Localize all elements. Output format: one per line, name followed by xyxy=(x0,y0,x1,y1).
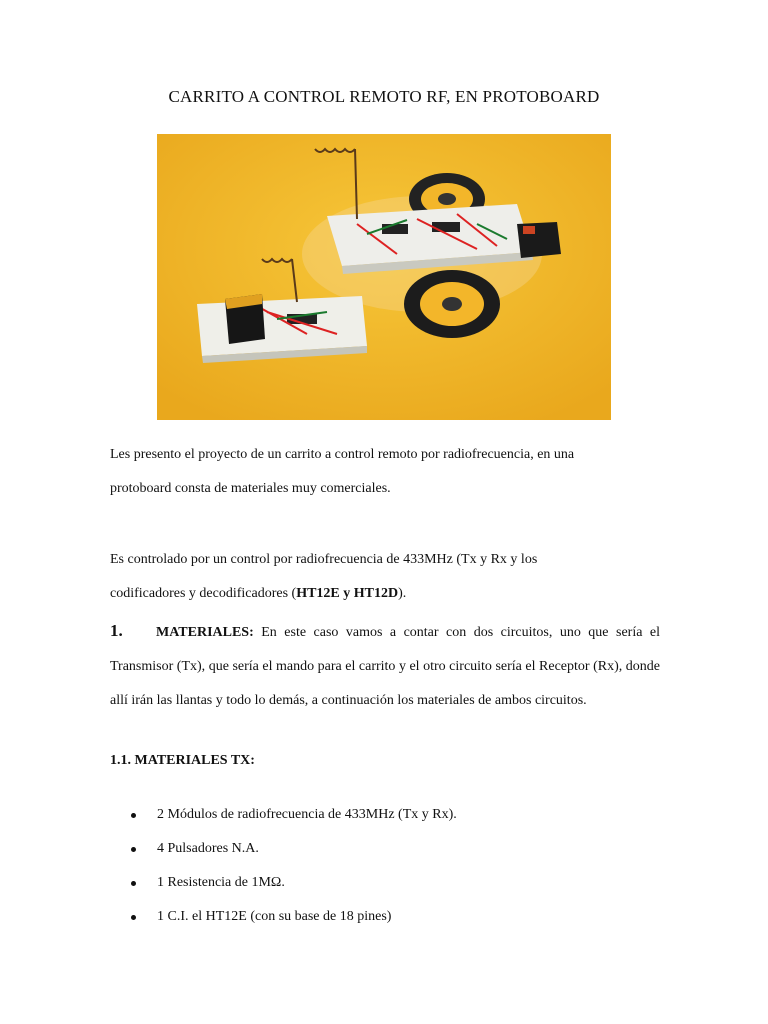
rf-car-protoboard-photo xyxy=(157,134,611,420)
wheel-front xyxy=(404,270,500,338)
list-item: 1 Resistencia de 1MΩ. xyxy=(110,866,457,900)
tx-battery xyxy=(225,294,265,344)
materials-tx-list xyxy=(110,798,457,934)
bullet-icon xyxy=(131,813,136,818)
section-materiales xyxy=(110,614,660,718)
subsection-title: 1.1. MATERIALES TX: xyxy=(110,753,255,768)
list-item: 4 Pulsadores N.A. xyxy=(110,832,457,866)
bullet-icon xyxy=(131,915,136,920)
section-body: En este caso vamos a contar con dos circuitos, uno que sería el Transmisor (Tx), que sería el mando para el carrito y el otro circuito sería el Receptor (Rx), donde allí irán las llantas y todo lo demás, a continuación los materiales de ambos circuitos. xyxy=(110,625,660,708)
encoder-names: HT12E y HT12D xyxy=(296,586,399,601)
control-paragraph xyxy=(110,543,660,611)
car-battery xyxy=(517,222,561,258)
document-title: CARRITO A CONTROL REMOTO RF, EN PROTOBOARD xyxy=(168,87,600,106)
list-item: 1 C.I. el HT12E (con su base de 18 pines) xyxy=(110,900,457,934)
section-heading: MATERIALES: xyxy=(156,625,254,640)
control-line-2 xyxy=(110,577,660,611)
tx-protoboard xyxy=(197,296,367,363)
control-text-2: codificadores y decodificadores ( xyxy=(110,586,297,601)
control-text-3: ). xyxy=(398,586,407,601)
section-number: 1. xyxy=(110,621,123,640)
intro-line-2: protoboard consta de materiales muy comerciales. xyxy=(110,481,391,496)
intro-line-1: Les presento el proyecto de un carrito a control remoto por radiofrecuencia, en una xyxy=(110,447,575,462)
list-item: 2 Módulos de radiofrecuencia de 433MHz (Tx y Rx). xyxy=(110,798,457,832)
intro-paragraph xyxy=(110,438,660,506)
control-line-1: Es controlado por un control por radiofrecuencia de 433MHz (Tx y Rx y los xyxy=(110,552,538,567)
bullet-icon xyxy=(131,881,136,886)
bullet-icon xyxy=(131,847,136,852)
photo-illustration xyxy=(157,134,611,420)
